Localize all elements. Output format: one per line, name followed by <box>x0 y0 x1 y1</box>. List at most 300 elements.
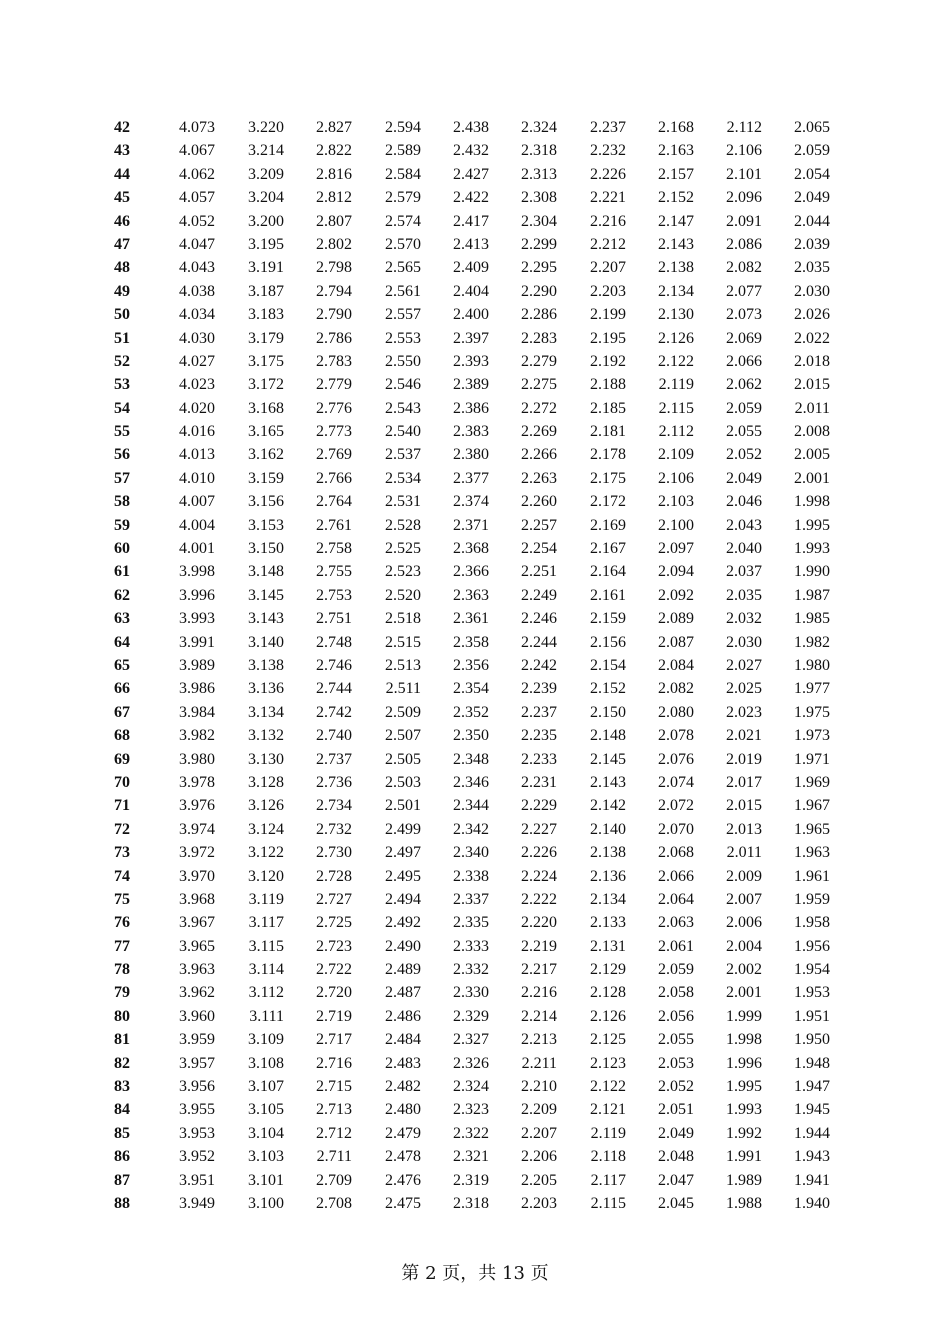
table-cell: 2.078 <box>658 727 694 745</box>
table-cell: 1.995 <box>726 1078 762 1096</box>
table-cell: 2.802 <box>316 235 352 253</box>
table-cell: 3.963 <box>179 961 215 979</box>
table-row <box>0 1075 950 1098</box>
table-cell: 2.112 <box>658 423 694 441</box>
degrees-of-freedom-label: 52 <box>114 352 130 370</box>
table-cell: 2.740 <box>316 727 352 745</box>
degrees-of-freedom-label: 69 <box>114 750 130 768</box>
table-cell: 2.730 <box>316 844 352 862</box>
table-cell: 2.717 <box>316 1031 352 1049</box>
degrees-of-freedom-label: 47 <box>114 235 130 253</box>
table-cell: 2.716 <box>316 1054 352 1072</box>
table-cell: 2.594 <box>385 119 421 136</box>
table-cell: 2.154 <box>590 656 626 674</box>
table-cell: 2.001 <box>726 984 762 1002</box>
table-row <box>0 818 950 841</box>
table-cell: 3.976 <box>179 797 215 815</box>
table-cell: 2.175 <box>590 469 626 487</box>
table-cell: 3.100 <box>248 1194 284 1212</box>
table-cell: 2.746 <box>316 656 352 674</box>
table-cell: 2.377 <box>453 469 489 487</box>
table-cell: 2.371 <box>453 516 489 534</box>
table-cell: 2.337 <box>453 890 489 908</box>
table-cell: 2.214 <box>521 1007 557 1025</box>
page-footer: 第 2 页，共 13 页 <box>401 1263 549 1284</box>
table-cell: 2.561 <box>385 282 421 300</box>
table-cell: 2.722 <box>316 961 352 979</box>
table-cell: 2.106 <box>658 469 694 487</box>
table-cell: 1.998 <box>726 1031 762 1049</box>
table-row <box>0 1122 950 1145</box>
table-cell: 1.985 <box>794 610 830 628</box>
table-cell: 2.061 <box>658 937 694 955</box>
table-cell: 3.962 <box>179 984 215 1002</box>
table-cell: 2.121 <box>590 1101 626 1119</box>
table-cell: 1.991 <box>726 1148 762 1166</box>
table-cell: 2.557 <box>385 306 421 324</box>
table-cell: 3.959 <box>179 1031 215 1049</box>
table-row <box>0 724 950 747</box>
table-row <box>0 1052 950 1075</box>
table-cell: 2.126 <box>658 329 694 347</box>
table-cell: 1.969 <box>794 773 830 791</box>
table-cell: 2.531 <box>385 493 421 511</box>
table-row <box>0 748 950 771</box>
table-cell: 3.136 <box>248 680 284 698</box>
degrees-of-freedom-label: 74 <box>114 867 130 885</box>
degrees-of-freedom-label: 56 <box>114 446 130 464</box>
table-cell: 1.954 <box>794 961 830 979</box>
table-cell: 3.117 <box>248 914 284 932</box>
degrees-of-freedom-label: 70 <box>114 773 130 791</box>
degrees-of-freedom-label: 71 <box>114 797 130 815</box>
table-row <box>0 935 950 958</box>
table-cell: 2.152 <box>658 189 694 207</box>
table-cell: 4.052 <box>179 212 215 230</box>
table-cell: 2.122 <box>590 1078 626 1096</box>
table-cell: 3.108 <box>248 1054 284 1072</box>
degrees-of-freedom-label: 76 <box>114 914 130 932</box>
table-cell: 3.126 <box>248 797 284 815</box>
table-cell: 3.220 <box>248 119 284 136</box>
table-cell: 2.148 <box>590 727 626 745</box>
table-cell: 2.438 <box>453 119 489 136</box>
table-cell: 1.995 <box>794 516 830 534</box>
table-cell: 2.574 <box>385 212 421 230</box>
table-cell: 2.326 <box>453 1054 489 1072</box>
table-cell: 2.103 <box>658 493 694 511</box>
table-cell: 2.295 <box>521 259 557 277</box>
table-cell: 2.579 <box>385 189 421 207</box>
table-cell: 3.957 <box>179 1054 215 1072</box>
table-cell: 2.475 <box>385 1194 421 1212</box>
degrees-of-freedom-label: 87 <box>114 1171 130 1189</box>
table-cell: 2.002 <box>726 961 762 979</box>
table-cell: 2.565 <box>385 259 421 277</box>
table-cell: 3.134 <box>248 703 284 721</box>
table-cell: 2.422 <box>453 189 489 207</box>
table-cell: 2.015 <box>726 797 762 815</box>
table-cell: 2.094 <box>658 563 694 581</box>
table-cell: 3.951 <box>179 1171 215 1189</box>
table-cell: 2.589 <box>385 142 421 160</box>
table-cell: 1.947 <box>794 1078 830 1096</box>
table-cell: 2.070 <box>658 820 694 838</box>
table-row <box>0 865 950 888</box>
table-row <box>0 397 950 420</box>
table-cell: 2.226 <box>521 844 557 862</box>
table-cell: 2.220 <box>521 914 557 932</box>
table-cell: 3.204 <box>248 189 284 207</box>
table-cell: 2.054 <box>794 165 830 183</box>
table-cell: 2.393 <box>453 352 489 370</box>
table-cell: 2.007 <box>726 890 762 908</box>
table-cell: 3.104 <box>248 1124 284 1142</box>
table-cell: 2.366 <box>453 563 489 581</box>
table-cell: 2.058 <box>658 984 694 1002</box>
table-cell: 2.499 <box>385 820 421 838</box>
table-cell: 1.940 <box>794 1194 830 1212</box>
table-cell: 2.584 <box>385 165 421 183</box>
table-cell: 2.052 <box>658 1078 694 1096</box>
table-row <box>0 256 950 279</box>
table-cell: 2.409 <box>453 259 489 277</box>
table-row <box>0 1169 950 1192</box>
table-cell: 2.318 <box>453 1194 489 1212</box>
table-cell: 2.086 <box>726 235 762 253</box>
table-cell: 2.318 <box>521 142 557 160</box>
table-cell: 4.067 <box>179 142 215 160</box>
degrees-of-freedom-label: 79 <box>114 984 130 1002</box>
degrees-of-freedom-label: 43 <box>114 142 130 160</box>
degrees-of-freedom-label: 68 <box>114 727 130 745</box>
table-cell: 1.992 <box>726 1124 762 1142</box>
degrees-of-freedom-label: 48 <box>114 259 130 277</box>
table-cell: 2.352 <box>453 703 489 721</box>
degrees-of-freedom-label: 59 <box>114 516 130 534</box>
table-cell: 2.518 <box>385 610 421 628</box>
degrees-of-freedom-label: 66 <box>114 680 130 698</box>
table-cell: 2.027 <box>726 656 762 674</box>
degrees-of-freedom-label: 65 <box>114 656 130 674</box>
table-cell: 2.008 <box>794 423 830 441</box>
table-cell: 2.404 <box>453 282 489 300</box>
table-cell: 2.035 <box>794 259 830 277</box>
table-cell: 1.945 <box>794 1101 830 1119</box>
table-cell: 2.308 <box>521 189 557 207</box>
table-cell: 3.145 <box>248 586 284 604</box>
table-cell: 2.073 <box>726 306 762 324</box>
table-cell: 4.023 <box>179 376 215 394</box>
table-cell: 2.727 <box>316 890 352 908</box>
degrees-of-freedom-label: 50 <box>114 306 130 324</box>
table-cell: 2.082 <box>726 259 762 277</box>
degrees-of-freedom-label: 78 <box>114 961 130 979</box>
table-cell: 4.073 <box>179 119 215 136</box>
table-cell: 2.540 <box>385 423 421 441</box>
table-row <box>0 701 950 724</box>
table-row <box>0 186 950 209</box>
table-cell: 2.047 <box>658 1171 694 1189</box>
table-cell: 2.032 <box>726 610 762 628</box>
table-cell: 3.138 <box>248 656 284 674</box>
table-row <box>0 631 950 654</box>
table-cell: 3.119 <box>248 890 284 908</box>
table-cell: 2.490 <box>385 937 421 955</box>
table-cell: 2.400 <box>453 306 489 324</box>
table-cell: 3.974 <box>179 820 215 838</box>
table-cell: 2.100 <box>658 516 694 534</box>
degrees-of-freedom-label: 51 <box>114 329 130 347</box>
table-cell: 2.344 <box>453 797 489 815</box>
table-cell: 2.118 <box>590 1148 626 1166</box>
degrees-of-freedom-label: 77 <box>114 937 130 955</box>
table-cell: 2.152 <box>590 680 626 698</box>
table-cell: 4.030 <box>179 329 215 347</box>
table-cell: 2.263 <box>521 469 557 487</box>
table-cell: 4.027 <box>179 352 215 370</box>
table-row <box>0 584 950 607</box>
table-cell: 4.004 <box>179 516 215 534</box>
table-cell: 2.748 <box>316 633 352 651</box>
table-cell: 2.178 <box>590 446 626 464</box>
table-cell: 3.105 <box>248 1101 284 1119</box>
table-cell: 2.089 <box>658 610 694 628</box>
table-cell: 2.203 <box>590 282 626 300</box>
table-cell: 1.961 <box>794 867 830 885</box>
table-cell: 2.783 <box>316 352 352 370</box>
table-cell: 2.221 <box>590 189 626 207</box>
table-cell: 2.157 <box>658 165 694 183</box>
table-cell: 3.107 <box>248 1078 284 1096</box>
table-cell: 2.037 <box>726 563 762 581</box>
table-cell: 2.495 <box>385 867 421 885</box>
table-cell: 2.723 <box>316 937 352 955</box>
table-cell: 3.965 <box>179 937 215 955</box>
table-cell: 2.342 <box>453 820 489 838</box>
table-cell: 2.216 <box>521 984 557 1002</box>
table-cell: 2.734 <box>316 797 352 815</box>
table-cell: 3.115 <box>248 937 284 955</box>
table-cell: 2.324 <box>521 119 557 136</box>
table-cell: 4.010 <box>179 469 215 487</box>
table-cell: 2.161 <box>590 586 626 604</box>
table-cell: 1.944 <box>794 1124 830 1142</box>
table-cell: 3.949 <box>179 1194 215 1212</box>
table-cell: 2.794 <box>316 282 352 300</box>
table-cell: 2.163 <box>658 142 694 160</box>
table-cell: 2.056 <box>658 1007 694 1025</box>
table-cell: 2.143 <box>658 235 694 253</box>
table-cell: 2.237 <box>590 119 626 136</box>
table-cell: 1.980 <box>794 656 830 674</box>
table-cell: 2.553 <box>385 329 421 347</box>
table-cell: 2.232 <box>590 142 626 160</box>
table-cell: 1.959 <box>794 890 830 908</box>
table-cell: 2.059 <box>726 399 762 417</box>
table-cell: 3.952 <box>179 1148 215 1166</box>
table-cell: 2.323 <box>453 1101 489 1119</box>
table-cell: 1.958 <box>794 914 830 932</box>
table-cell: 2.725 <box>316 914 352 932</box>
table-cell: 2.501 <box>385 797 421 815</box>
degrees-of-freedom-label: 72 <box>114 820 130 838</box>
table-cell: 2.210 <box>521 1078 557 1096</box>
degrees-of-freedom-label: 83 <box>114 1078 130 1096</box>
table-row <box>0 350 950 373</box>
table-cell: 1.996 <box>726 1054 762 1072</box>
table-cell: 2.720 <box>316 984 352 1002</box>
table-row <box>0 514 950 537</box>
table-cell: 2.742 <box>316 703 352 721</box>
table-cell: 2.119 <box>590 1124 626 1142</box>
table-row <box>0 210 950 233</box>
table-cell: 2.272 <box>521 399 557 417</box>
table-cell: 2.330 <box>453 984 489 1002</box>
table-cell: 2.550 <box>385 352 421 370</box>
table-cell: 2.480 <box>385 1101 421 1119</box>
degrees-of-freedom-label: 85 <box>114 1124 130 1142</box>
table-cell: 2.827 <box>316 119 352 136</box>
table-cell: 2.084 <box>658 656 694 674</box>
degrees-of-freedom-label: 58 <box>114 493 130 511</box>
table-cell: 2.049 <box>658 1124 694 1142</box>
table-cell: 2.728 <box>316 867 352 885</box>
table-cell: 1.987 <box>794 586 830 604</box>
table-cell: 3.956 <box>179 1078 215 1096</box>
table-cell: 3.978 <box>179 773 215 791</box>
table-row <box>0 654 950 677</box>
table-cell: 2.006 <box>726 914 762 932</box>
table-cell: 2.117 <box>590 1171 626 1189</box>
table-cell: 2.482 <box>385 1078 421 1096</box>
table-cell: 2.254 <box>521 540 557 558</box>
degrees-of-freedom-label: 63 <box>114 610 130 628</box>
table-cell: 2.209 <box>521 1101 557 1119</box>
table-cell: 2.525 <box>385 540 421 558</box>
table-cell: 2.064 <box>658 890 694 908</box>
table-cell: 2.231 <box>521 773 557 791</box>
table-cell: 2.246 <box>521 610 557 628</box>
degrees-of-freedom-label: 86 <box>114 1148 130 1166</box>
table-cell: 2.115 <box>590 1194 626 1212</box>
table-row <box>0 163 950 186</box>
table-row <box>0 303 950 326</box>
table-cell: 2.711 <box>316 1148 352 1166</box>
table-cell: 1.998 <box>794 493 830 511</box>
table-cell: 2.753 <box>316 586 352 604</box>
table-cell: 2.732 <box>316 820 352 838</box>
table-cell: 2.019 <box>726 750 762 768</box>
table-cell: 2.235 <box>521 727 557 745</box>
table-cell: 1.965 <box>794 820 830 838</box>
table-cell: 3.172 <box>248 376 284 394</box>
table-cell: 2.059 <box>658 961 694 979</box>
table-cell: 3.967 <box>179 914 215 932</box>
table-cell: 3.214 <box>248 142 284 160</box>
table-row <box>0 607 950 630</box>
table-cell: 2.766 <box>316 469 352 487</box>
table-cell: 2.150 <box>590 703 626 721</box>
table-cell: 2.015 <box>794 376 830 394</box>
table-cell: 2.091 <box>726 212 762 230</box>
table-cell: 2.134 <box>658 282 694 300</box>
table-cell: 2.143 <box>590 773 626 791</box>
table-cell: 2.207 <box>521 1124 557 1142</box>
table-cell: 2.128 <box>590 984 626 1002</box>
table-cell: 2.203 <box>521 1194 557 1212</box>
table-cell: 2.044 <box>794 212 830 230</box>
table-cell: 3.165 <box>248 423 284 441</box>
table-cell: 1.975 <box>794 703 830 721</box>
table-cell: 2.130 <box>658 306 694 324</box>
table-cell: 2.063 <box>658 914 694 932</box>
table-cell: 2.773 <box>316 423 352 441</box>
table-cell: 2.812 <box>316 189 352 207</box>
table-cell: 2.779 <box>316 376 352 394</box>
table-cell: 3.109 <box>248 1031 284 1049</box>
table-cell: 2.068 <box>658 844 694 862</box>
table-cell: 1.943 <box>794 1148 830 1166</box>
table-cell: 2.486 <box>385 1007 421 1025</box>
degrees-of-freedom-label: 49 <box>114 282 130 300</box>
table-cell: 2.719 <box>316 1007 352 1025</box>
table-cell: 2.338 <box>453 867 489 885</box>
table-cell: 2.764 <box>316 493 352 511</box>
table-cell: 2.115 <box>658 399 694 417</box>
table-cell: 3.168 <box>248 399 284 417</box>
table-cell: 2.140 <box>590 820 626 838</box>
table-cell: 2.217 <box>521 961 557 979</box>
table-cell: 2.807 <box>316 212 352 230</box>
table-cell: 2.483 <box>385 1054 421 1072</box>
table-row <box>0 139 950 162</box>
table-row <box>0 327 950 350</box>
table-cell: 3.114 <box>248 961 284 979</box>
table-cell: 2.417 <box>453 212 489 230</box>
table-cell: 2.219 <box>521 937 557 955</box>
table-cell: 2.199 <box>590 306 626 324</box>
table-cell: 2.039 <box>794 235 830 253</box>
table-cell: 2.786 <box>316 329 352 347</box>
table-cell: 2.026 <box>794 306 830 324</box>
table-cell: 2.138 <box>658 259 694 277</box>
degrees-of-freedom-label: 60 <box>114 540 130 558</box>
degrees-of-freedom-label: 62 <box>114 586 130 604</box>
table-row <box>0 280 950 303</box>
table-cell: 2.216 <box>590 212 626 230</box>
table-cell: 2.145 <box>590 750 626 768</box>
table-cell: 2.515 <box>385 633 421 651</box>
table-cell: 2.059 <box>794 142 830 160</box>
table-cell: 3.122 <box>248 844 284 862</box>
table-cell: 2.346 <box>453 773 489 791</box>
table-cell: 4.038 <box>179 282 215 300</box>
table-cell: 2.017 <box>726 773 762 791</box>
table-cell: 2.131 <box>590 937 626 955</box>
table-cell: 3.156 <box>248 493 284 511</box>
table-cell: 2.048 <box>658 1148 694 1166</box>
table-cell: 2.350 <box>453 727 489 745</box>
table-cell: 1.993 <box>726 1101 762 1119</box>
table-cell: 2.159 <box>590 610 626 628</box>
table-cell: 2.380 <box>453 446 489 464</box>
table-cell: 2.077 <box>726 282 762 300</box>
table-cell: 2.052 <box>726 446 762 464</box>
table-cell: 2.736 <box>316 773 352 791</box>
table-cell: 2.211 <box>521 1054 557 1072</box>
table-cell: 1.951 <box>794 1007 830 1025</box>
